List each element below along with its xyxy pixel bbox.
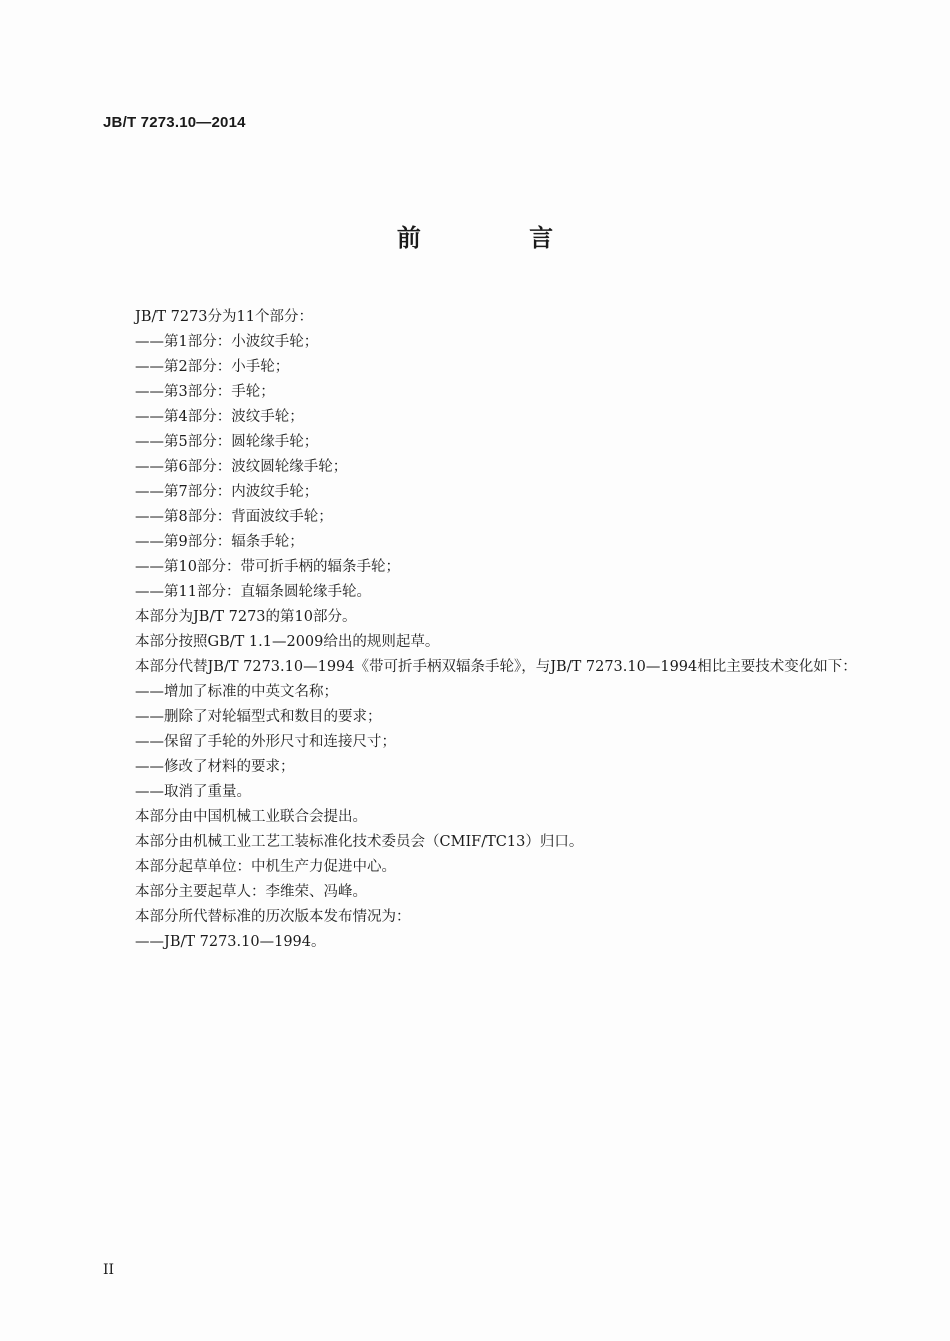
page-title: 前 言: [396, 224, 604, 252]
change-item: ——删除了对轮辐型式和数目的要求；: [135, 709, 382, 725]
drafters: 本部分主要起草人：李维荣、冯峰。: [135, 884, 367, 900]
statement-rules: 本部分按照GB/T 1.1—2009给出的规则起草。: [135, 634, 440, 650]
part-item: ——第1部分：小波纹手轮；: [135, 334, 319, 350]
history-item: ——JB/T 7273.10—1994。: [135, 934, 326, 950]
page-number: II: [103, 1262, 115, 1278]
part-item: ——第6部分：波纹圆轮缘手轮；: [135, 459, 348, 475]
foreword-body: [103, 305, 863, 955]
part-item: ——第10部分：带可折手柄的辐条手轮；: [135, 559, 400, 575]
change-item: ——取消了重量。: [135, 784, 251, 800]
history-intro: 本部分所代替标准的历次版本发布情况为：: [135, 909, 411, 925]
drafting-unit: 本部分起草单位：中机生产力促进中心。: [135, 859, 396, 875]
change-item: ——修改了材料的要求；: [135, 759, 295, 775]
change-item: ——保留了手轮的外形尺寸和连接尺寸；: [135, 734, 396, 750]
part-item: ——第11部分：直辐条圆轮缘手轮。: [135, 584, 371, 600]
proposed-by: 本部分由中国机械工业联合会提出。: [135, 809, 367, 825]
part-item: ——第3部分：手轮；: [135, 384, 275, 400]
parts-intro: JB/T 7273分为11个部分：: [135, 309, 313, 325]
statement-replace: 本部分代替JB/T 7273.10—1994《带可折手柄双辐条手轮》，与JB/T 7273.10—1994相比主要技术变化如下：: [135, 659, 857, 675]
part-item: ——第4部分：波纹手轮；: [135, 409, 304, 425]
part-item: ——第7部分：内波纹手轮；: [135, 484, 319, 500]
part-item: ——第8部分：背面波纹手轮；: [135, 509, 333, 525]
part-item: ——第2部分：小手轮；: [135, 359, 290, 375]
standard-number: JB/T 7273.10—2014: [103, 114, 246, 131]
statement-part: 本部分为JB/T 7273的第10部分。: [135, 609, 357, 625]
part-item: ——第5部分：圆轮缘手轮；: [135, 434, 319, 450]
managed-by: 本部分由机械工业工艺工装标准化技术委员会（CMIF/TC13）归口。: [135, 834, 584, 850]
part-item: ——第9部分：辐条手轮；: [135, 534, 304, 550]
change-item: ——增加了标准的中英文名称；: [135, 684, 338, 700]
